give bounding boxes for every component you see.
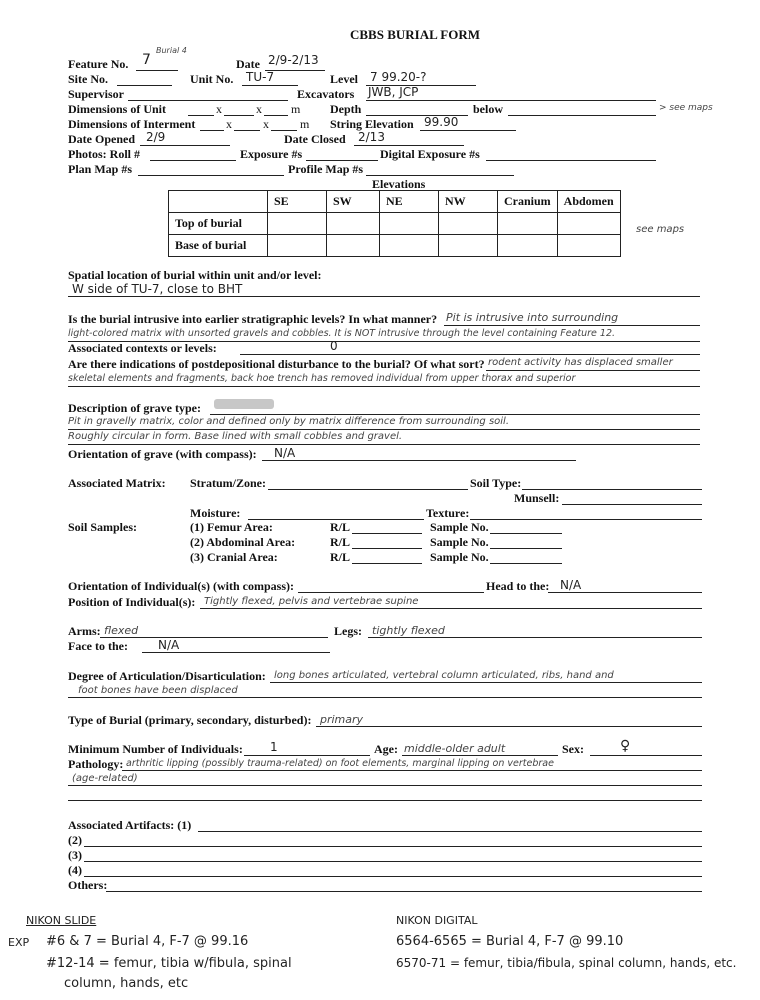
sample-no-cranial-line[interactable] <box>490 563 562 564</box>
soil-type-label: Soil Type: <box>470 476 522 490</box>
assoc-contexts-line[interactable] <box>240 354 700 355</box>
elev-cell[interactable] <box>327 213 380 235</box>
orientation-grave-line[interactable] <box>262 460 576 461</box>
soil-samples-label: Soil Samples: <box>68 520 138 534</box>
others-line[interactable] <box>106 891 702 892</box>
orientation-grave-label: Orientation of grave (with compass): <box>68 447 257 461</box>
date-closed-line[interactable] <box>354 145 464 146</box>
assoc-matrix-label: Associated Matrix: <box>68 476 166 490</box>
elev-col-se: SE <box>268 191 327 213</box>
see-maps-note: > see maps <box>659 103 713 113</box>
exposure-label: Exposure #s <box>240 147 303 161</box>
sample-no-abdominal-line[interactable] <box>490 548 562 549</box>
sex-value: ♀ <box>620 738 631 754</box>
orientation-individual-label: Orientation of Individual(s) (with compass): <box>68 579 295 593</box>
photos-label: Photos: Roll # <box>68 147 140 161</box>
dim-unit-x2-line[interactable] <box>224 115 254 116</box>
date-opened-value: 2/9 <box>146 130 166 144</box>
date-closed-label: Date Closed <box>284 132 346 146</box>
scribble-mark <box>214 399 274 409</box>
stratum-line[interactable] <box>268 489 468 490</box>
legs-value: tightly flexed <box>372 624 445 637</box>
mni-label: Minimum Number of Individuals: <box>68 742 243 756</box>
pathology-answer-2: (age-related) <box>72 773 138 784</box>
sample-no-femur: Sample No. <box>430 520 489 534</box>
disturbance-label: Are there indications of postdepositional disturbance to the burial? Of what sort? <box>68 357 485 371</box>
age-label: Age: <box>374 742 398 756</box>
dim-int-m-line[interactable] <box>271 130 297 131</box>
digital-line-1: 6564-6565 = Burial 4, F-7 @ 99.10 <box>396 934 624 949</box>
articulation-answer-1: long bones articulated, vertebral column articulated, ribs, hand and <box>274 670 614 681</box>
dim-unit-m: m <box>291 102 301 116</box>
string-elev-label: String Elevation <box>330 117 414 131</box>
date-opened-line[interactable] <box>140 145 230 146</box>
plan-map-line[interactable] <box>138 175 284 176</box>
date-label: Date <box>236 57 260 71</box>
artifact-line-1[interactable] <box>198 831 702 832</box>
others-label: Others: <box>68 878 108 892</box>
spatial-answer: W side of TU-7, close to BHT <box>72 282 243 296</box>
assoc-contexts-label: Associated contexts or levels: <box>68 341 217 355</box>
soil-type-line[interactable] <box>522 489 702 490</box>
articulation-line-1[interactable] <box>270 682 702 683</box>
profile-map-label: Profile Map #s <box>288 162 364 176</box>
articulation-line-2[interactable] <box>68 697 702 698</box>
profile-map-line[interactable] <box>366 175 514 176</box>
grave-type-line-3[interactable] <box>68 444 700 445</box>
grave-type-line-1[interactable] <box>210 414 700 415</box>
texture-label: Texture: <box>426 506 470 520</box>
digital-exposure-label: Digital Exposure #s <box>380 147 480 161</box>
elev-cell[interactable] <box>268 213 327 235</box>
dim-interment-label: Dimensions of Interment <box>68 117 196 131</box>
elev-col-sw: SW <box>327 191 380 213</box>
sample-no-abdominal: Sample No. <box>430 535 489 549</box>
dim-unit-x1: x <box>216 102 222 116</box>
unit-no-line[interactable] <box>242 85 298 86</box>
moisture-label: Moisture: <box>190 506 241 520</box>
date-opened-label: Date Opened <box>68 132 135 146</box>
elev-col-ne: NE <box>380 191 439 213</box>
elev-col-cranium: Cranium <box>498 191 558 213</box>
site-no-line[interactable] <box>117 85 172 86</box>
string-elev-line[interactable] <box>420 130 516 131</box>
sex-line[interactable] <box>590 755 702 756</box>
elev-row-top: Top of burial <box>169 213 268 235</box>
munsell-label: Munsell: <box>514 491 560 505</box>
elev-cell[interactable] <box>498 235 558 257</box>
elev-col-abdomen: Abdomen <box>557 191 620 213</box>
sample-rl-femur-line[interactable] <box>352 533 422 534</box>
sample-area-abdominal: (2) Abdominal Area: <box>190 535 296 549</box>
elev-cell[interactable] <box>439 213 498 235</box>
dim-unit-label: Dimensions of Unit <box>68 102 167 116</box>
elev-cell[interactable] <box>498 213 558 235</box>
feature-no-label: Feature No. <box>68 57 129 71</box>
artifact-item-3: (3) <box>68 848 82 862</box>
position-label: Position of Individual(s): <box>68 595 196 609</box>
disturbance-line-1[interactable] <box>486 370 700 371</box>
position-line[interactable] <box>200 608 702 609</box>
pathology-line-3[interactable] <box>68 800 702 801</box>
site-no-label: Site No. <box>68 72 108 86</box>
dim-int-x2: x <box>263 117 269 131</box>
nikon-slide-title: NIKON SLIDE <box>26 914 97 927</box>
elev-see-maps-note: see maps <box>636 224 685 235</box>
below-line[interactable] <box>508 115 656 116</box>
grave-type-answer-2: Roughly circular in form. Base lined with small cobbles and gravel. <box>68 431 403 442</box>
elev-cell[interactable] <box>380 213 439 235</box>
spatial-line[interactable] <box>68 296 700 297</box>
elev-cell[interactable] <box>557 213 620 235</box>
level-value: 7 99.20-? <box>370 70 427 84</box>
face-to-label: Face to the: <box>68 639 128 653</box>
arms-value: flexed <box>104 624 139 637</box>
artifact-item-4: (4) <box>68 863 82 877</box>
head-to-label: Head to the: <box>486 579 550 593</box>
elev-corner-cell <box>169 191 268 213</box>
sample-rl-femur: R/L <box>330 520 351 534</box>
texture-line[interactable] <box>470 519 702 520</box>
artifact-line-4[interactable] <box>84 876 702 877</box>
burial-type-value: primary <box>320 713 364 726</box>
dim-int-m: m <box>300 117 310 131</box>
pathology-line-2[interactable] <box>68 785 702 786</box>
articulation-answer-2: foot bones have been displaced <box>78 685 238 696</box>
form-title: CBBS BURIAL FORM <box>350 27 481 42</box>
sample-rl-abdominal-line[interactable] <box>352 548 422 549</box>
nikon-digital-title: NIKON DIGITAL <box>396 914 478 927</box>
elevations-title: Elevations <box>372 177 426 191</box>
dim-unit-x2: x <box>256 102 262 116</box>
supervisor-label: Supervisor <box>68 87 125 101</box>
feature-no-value: 7 <box>142 52 151 68</box>
intrusive-answer-2: light-colored matrix with unsorted gravels and cobbles. It is NOT intrusive through the level containing Feature 12. <box>68 328 616 339</box>
slide-line-3: column, hands, etc <box>64 976 189 991</box>
stratum-label: Stratum/Zone: <box>190 476 266 490</box>
excavators-value: JWB, JCP <box>368 85 419 99</box>
spatial-label: Spatial location of burial within unit and/or level: <box>68 268 322 282</box>
age-value: middle-older adult <box>404 742 506 755</box>
elev-cell[interactable] <box>268 235 327 257</box>
elevations-table <box>168 190 621 257</box>
arms-line[interactable] <box>100 637 328 638</box>
sample-area-femur: (1) Femur Area: <box>190 520 273 534</box>
head-to-value: N/A <box>560 578 582 592</box>
artifact-line-2[interactable] <box>84 846 702 847</box>
depth-label: Depth <box>330 102 362 116</box>
position-value: Tightly flexed, pelvis and vertebrae supine <box>204 596 419 607</box>
mni-value: 1 <box>270 740 278 754</box>
feature-burial-note: Burial 4 <box>156 46 187 55</box>
supervisor-line[interactable] <box>128 100 288 101</box>
legs-line[interactable] <box>368 637 702 638</box>
date-closed-value: 2/13 <box>358 130 385 144</box>
elev-cell[interactable] <box>439 235 498 257</box>
digital-exposure-line[interactable] <box>486 160 656 161</box>
elev-cell[interactable] <box>327 235 380 257</box>
sample-area-cranial: (3) Cranial Area: <box>190 550 278 564</box>
arms-label: Arms: <box>68 624 101 638</box>
excavators-line[interactable] <box>366 100 656 101</box>
plan-map-label: Plan Map #s <box>68 162 133 176</box>
sex-label: Sex: <box>562 742 584 756</box>
intrusive-label: Is the burial intrusive into earlier stratigraphic levels? In what manner? <box>68 312 438 326</box>
dim-unit-x1-line[interactable] <box>188 115 214 116</box>
intrusive-line-1[interactable] <box>444 325 700 326</box>
string-elev-value: 99.90 <box>424 115 459 129</box>
disturbance-answer-1: rodent activity has displaced smaller <box>488 357 673 368</box>
sample-no-femur-line[interactable] <box>490 533 562 534</box>
elev-cell[interactable] <box>557 235 620 257</box>
head-to-line[interactable] <box>548 592 702 593</box>
unit-no-value: TU-7 <box>246 70 275 84</box>
below-label: below <box>473 102 503 116</box>
elev-cell[interactable] <box>380 235 439 257</box>
assoc-contexts-value: 0 <box>330 339 338 353</box>
artifacts-label: Associated Artifacts: (1) <box>68 818 192 832</box>
exposure-line[interactable] <box>306 160 378 161</box>
pathology-line-1[interactable] <box>122 770 702 771</box>
age-line[interactable] <box>402 755 558 756</box>
legs-label: Legs: <box>334 624 362 638</box>
photos-line[interactable] <box>150 160 236 161</box>
articulation-label: Degree of Articulation/Disarticulation: <box>68 669 266 683</box>
dim-unit-m-line[interactable] <box>264 115 288 116</box>
disturbance-answer-2: skeletal elements and fragments, back hoe trench has removed individual from upper thorax and superior <box>68 373 576 384</box>
burial-type-label: Type of Burial (primary, secondary, disturbed): <box>68 713 312 727</box>
excavators-label: Excavators <box>297 87 355 101</box>
pathology-label: Pathology: <box>68 757 124 771</box>
orientation-grave-value: N/A <box>274 446 296 460</box>
unit-no-label: Unit No. <box>190 72 234 86</box>
digital-line-2: 6570-71 = femur, tibia/fibula, spinal column, hands, etc. <box>396 956 737 970</box>
pathology-answer-1: arthritic lipping (possibly trauma-related) on foot elements, marginal lipping on vertebrae <box>126 758 554 769</box>
level-label: Level <box>330 72 358 86</box>
face-to-value: N/A <box>158 638 180 652</box>
artifact-line-3[interactable] <box>84 861 702 862</box>
elev-col-nw: NW <box>439 191 498 213</box>
feature-no-line[interactable] <box>136 70 178 71</box>
dim-int-x2-line[interactable] <box>234 130 260 131</box>
orientation-individual-line[interactable] <box>298 592 484 593</box>
exp-label: EXP <box>8 936 30 949</box>
grave-type-answer-1: Pit in gravelly matrix, color and defined only by matrix difference from surrounding soil. <box>68 416 510 427</box>
elev-row-base: Base of burial <box>169 235 268 257</box>
disturbance-line-2[interactable] <box>68 386 700 387</box>
dim-int-x1: x <box>226 117 232 131</box>
grave-type-line-2[interactable] <box>68 429 700 430</box>
slide-line-1: #6 & 7 = Burial 4, F-7 @ 99.16 <box>46 934 249 949</box>
munsell-line[interactable] <box>562 504 702 505</box>
slide-line-2: #12-14 = femur, tibia w/fibula, spinal <box>46 956 292 971</box>
sample-rl-abdominal: R/L <box>330 535 351 549</box>
sample-rl-cranial: R/L <box>330 550 351 564</box>
mni-line[interactable] <box>244 755 370 756</box>
sample-rl-cranial-line[interactable] <box>352 563 422 564</box>
face-to-line[interactable] <box>142 652 330 653</box>
artifact-item-2: (2) <box>68 833 82 847</box>
sample-no-cranial: Sample No. <box>430 550 489 564</box>
grave-type-label: Description of grave type: <box>68 401 201 415</box>
intrusive-answer-1: Pit is intrusive into surrounding <box>446 311 619 324</box>
date-value: 2/9-2/13 <box>268 53 319 67</box>
dim-int-x1-line[interactable] <box>200 130 224 131</box>
burial-type-line[interactable] <box>316 726 702 727</box>
